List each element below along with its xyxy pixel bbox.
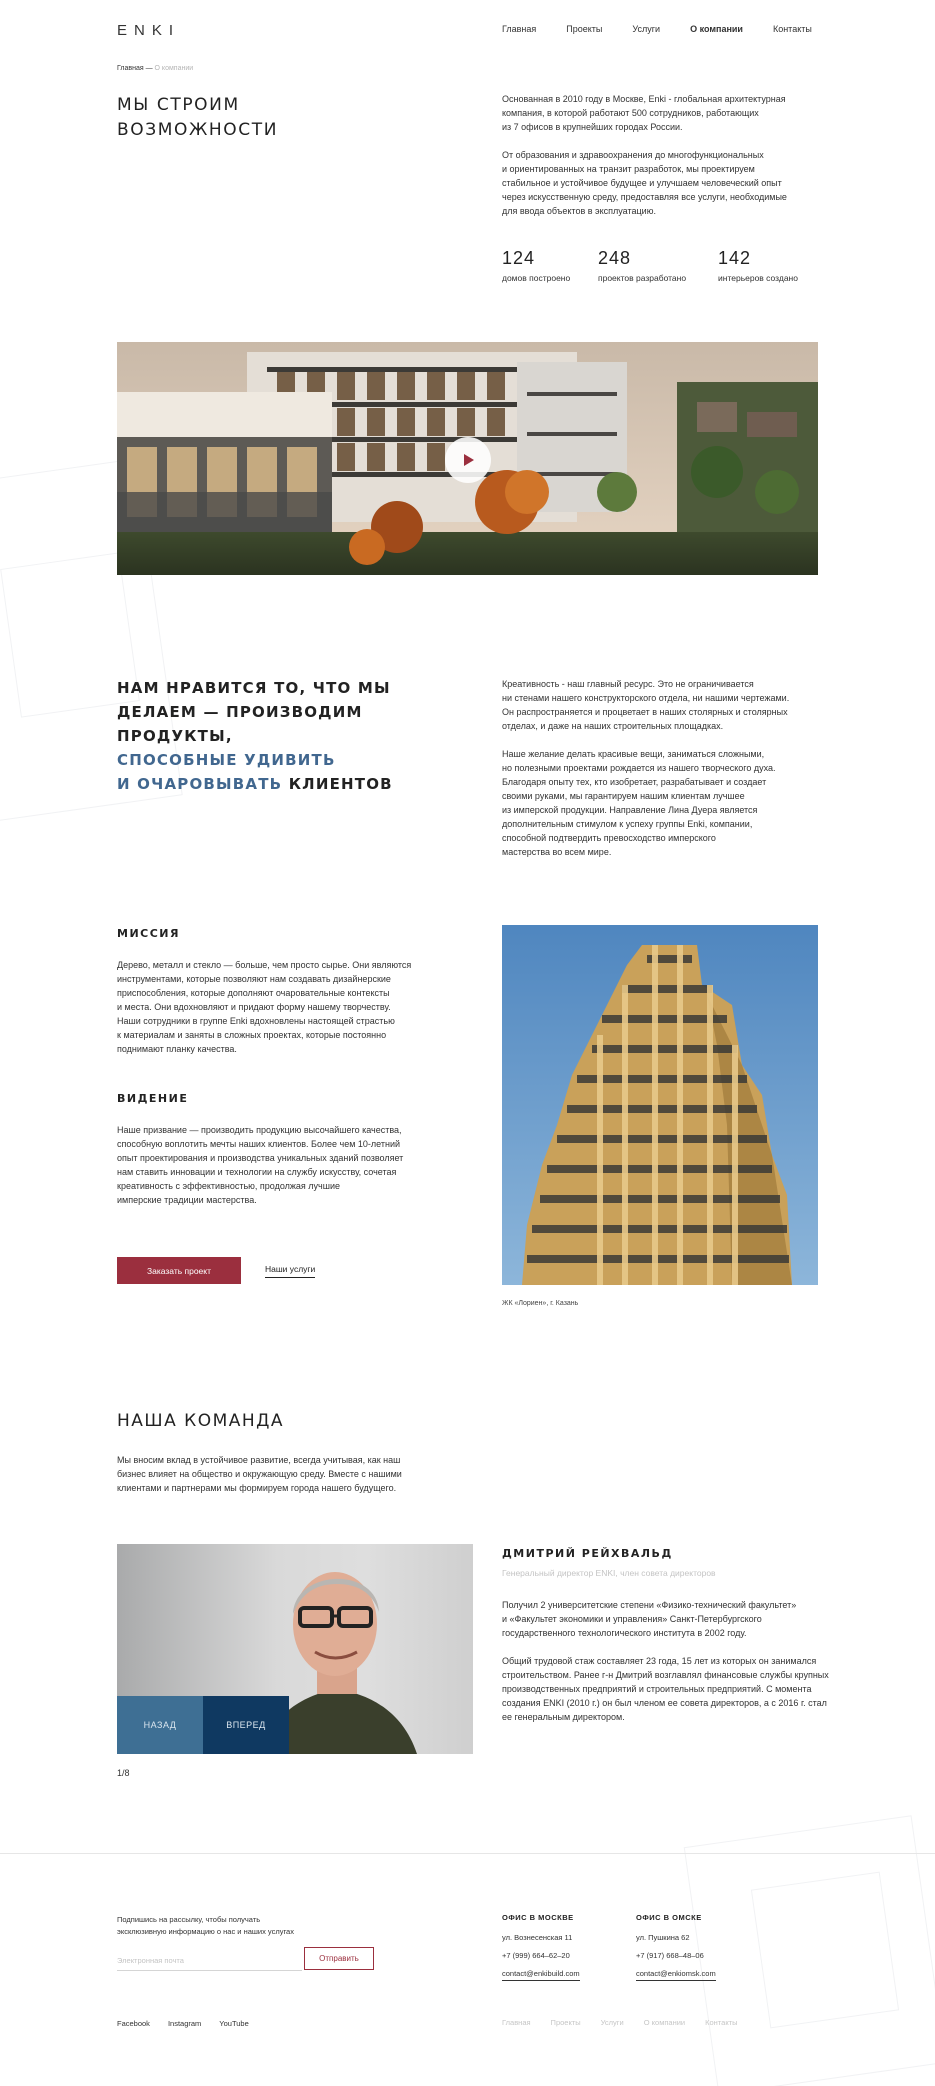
office-phone[interactable]: +7 (999) 664–62–20	[502, 1951, 570, 1960]
page-title-line: ВОЗМОЖНОСТИ	[117, 120, 279, 140]
footer-nav-about[interactable]: О компании	[643, 2018, 686, 2027]
footer-nav-projects[interactable]: Проекты	[550, 2018, 581, 2027]
mission-title: МИССИЯ	[117, 927, 180, 940]
footer-nav-home[interactable]: Главная	[502, 2018, 531, 2027]
office-title: ОФИС В МОСКВЕ	[502, 1913, 574, 1922]
logo[interactable]: ENKI	[117, 22, 181, 39]
stat-label: проектов разработано	[598, 273, 687, 283]
nav-projects[interactable]: Проекты	[566, 24, 603, 34]
footer-nav	[502, 2018, 738, 2027]
office-email[interactable]: contact@enkiomsk.com	[636, 1968, 716, 1981]
stat-value: 248	[598, 248, 632, 268]
team-intro: Мы вносим вклад в устойчивое развитие, всегда учитывая, как наш бизнес влияет на общество и окружающую среду. Вместе с нашими клиентами и партнерами мы формируем города нашего будущего.	[117, 1455, 402, 1493]
social-facebook[interactable]: Facebook	[117, 2019, 150, 2028]
our-services-link[interactable]: Наши услуги	[265, 1264, 315, 1278]
email-input[interactable]	[117, 1948, 302, 1971]
team-title: НАША КОМАНДА	[117, 1411, 285, 1431]
blueprint-decoration	[751, 1872, 899, 2029]
vision-title: ВИДЕНИЕ	[117, 1092, 189, 1105]
nav-services[interactable]: Услуги	[632, 24, 661, 34]
office-omsk	[636, 1913, 716, 1981]
stat-label: интерьеров создано	[718, 273, 798, 283]
vision-text: Наше призвание — производить продукцию высочайшего качества, способную воплотить мечты наших клиентов. Более чем 10-летний опыт проектирования и производства уникальных зданий позволяет нам ставить инновации и технологии на службу искусству, сочетая креативность с эффективностью, продолжая лучшие имперские традиции мастерства.	[117, 1125, 404, 1205]
nav-home[interactable]: Главная	[502, 24, 537, 34]
stat-label: домов построено	[502, 273, 571, 283]
stat-houses	[502, 248, 570, 283]
breadcrumb-current: О компании	[154, 65, 194, 72]
footer-divider	[0, 1853, 935, 1854]
team-next-button[interactable]: ВПЕРЕД	[203, 1696, 289, 1754]
subscribe-text: Подпишись на рассылку, чтобы получать эксклюзивную информацию о нас и наших услугах	[117, 1915, 294, 1936]
play-icon	[461, 453, 475, 467]
philosophy-paragraph-1: Креативность - наш главный ресурс. Это не ограничивается ни стенами нашего конструкторского отдела, ни нашими чертежами. Он распространяется и процветает в наших столярных и столярных отделах, и даже на наших строительных площадках.	[502, 679, 790, 731]
tower-image	[502, 925, 818, 1285]
mission-text: Дерево, металл и стекло — больше, чем просто сырье. Они являются инструментами, которые позволяют нам создавать дизайнерские приспособления, которые дополняют очаровательные контексты и места. Они вдохновляют и придают форму нашему творчеству. Наши сотрудники в группе Enki вдохновлены настоящей страстью к материалам и заняты в сложных проектах, которые постоянно поднимают планку качества.	[117, 960, 412, 1054]
page-title	[117, 93, 278, 143]
member-bio-1: Получил 2 университетские степени «Физико-технический факультет» и «Факультет экономики и управления» Санкт-Петербургского государственного технологического института в 2002 году.	[502, 1600, 797, 1638]
hero-video[interactable]	[117, 342, 818, 575]
intro-paragraph-1: Основанная в 2010 году в Москве, Enki - глобальная архитектурная компания, в которой работают 500 сотрудников, работающих из 7 офисов в крупнейших городах России.	[502, 94, 786, 132]
member-bio-2: Общий трудовой стаж составляет 23 года, 15 лет из которых он занимался строительством. Ранее г-н Дмитрий возглавлял финансовые службы крупных производственных предприятий и строительных предприятий. С момента создания ENKI (2010 г.) он был членом ее совета директоров, а с 2016 г. стал ее генеральным директором.	[502, 1656, 829, 1722]
office-moscow	[502, 1913, 580, 1981]
philosophy-heading: НАМ НРАВИТСЯ ТО, ЧТО МЫ ДЕЛАЕМ — ПРОИЗВОДИМ ПРОДУКТЫ, СПОСОБНЫЕ УДИВИТЬ И ОЧАРОВЫВАТЬ КЛИЕНТОВ	[117, 679, 393, 793]
intro-paragraph-2: От образования и здравоохранения до многофункциональных и ориентированных на транзит разработок, мы проектируем стабильное и устойчивое будущее и улучшаем человеческий опыт через искусственную среду, предоставляя все услуги, необходимые для ввода объектов в эксплуатацию.	[502, 150, 787, 216]
breadcrumb	[117, 65, 193, 72]
breadcrumb-home[interactable]: Главная	[117, 65, 144, 72]
main-nav	[502, 24, 812, 34]
team-pager: 1/8	[117, 1768, 130, 1778]
office-address: ул. Пушкина 62	[636, 1933, 690, 1942]
breadcrumb-separator: —	[143, 65, 155, 72]
stat-value: 124	[502, 248, 536, 268]
nav-contacts[interactable]: Контакты	[772, 24, 812, 34]
member-name: ДМИТРИЙ РЕЙХВАЛЬД	[502, 1547, 673, 1560]
office-address: ул. Вознесенская 11	[502, 1933, 573, 1942]
stat-interiors	[718, 248, 798, 283]
team-member-photo	[117, 1544, 473, 1754]
play-button[interactable]	[445, 437, 491, 483]
subscribe-button[interactable]: Отправить	[304, 1947, 374, 1970]
footer-nav-services[interactable]: Услуги	[600, 2018, 624, 2027]
tower-illustration	[502, 925, 818, 1285]
order-project-button[interactable]: Заказать проект	[117, 1257, 241, 1284]
philosophy-paragraph-2: Наше желание делать красивые вещи, заниматься сложными, но полезными проектами рождается из нашего творческого духа. Благодаря опыту тех, кто изобретает, разрабатывает и создает своими руками, мы гарантируем нашим клиентам лучшее из имперской продукции. Направление Лина Дуера является дополнительным стимулом к успеху группы Enki, компании, способной подтвердить превосходство имперского мастерства во всем мире.	[502, 749, 776, 857]
social-links	[117, 2018, 249, 2030]
footer-nav-contacts[interactable]: Контакты	[705, 2018, 738, 2027]
social-youtube[interactable]: YouTube	[219, 2019, 249, 2028]
office-title: ОФИС В ОМСКЕ	[636, 1913, 702, 1922]
email-placeholder: Электронная почта	[117, 1956, 184, 1965]
member-role: Генеральный директор ENKI, член совета директоров	[502, 1568, 716, 1578]
nav-about[interactable]: О компании	[690, 24, 743, 34]
office-phone[interactable]: +7 (917) 668–48–06	[636, 1951, 704, 1960]
office-email[interactable]: contact@enkibuild.com	[502, 1968, 580, 1981]
social-instagram[interactable]: Instagram	[167, 2019, 202, 2028]
stat-value: 142	[718, 248, 752, 268]
tower-caption: ЖК «Лориен», г. Казань	[502, 1300, 579, 1307]
page-title-line: МЫ СТРОИМ	[117, 95, 240, 115]
stat-projects	[598, 248, 686, 283]
team-prev-button[interactable]: НАЗАД	[117, 1696, 203, 1754]
